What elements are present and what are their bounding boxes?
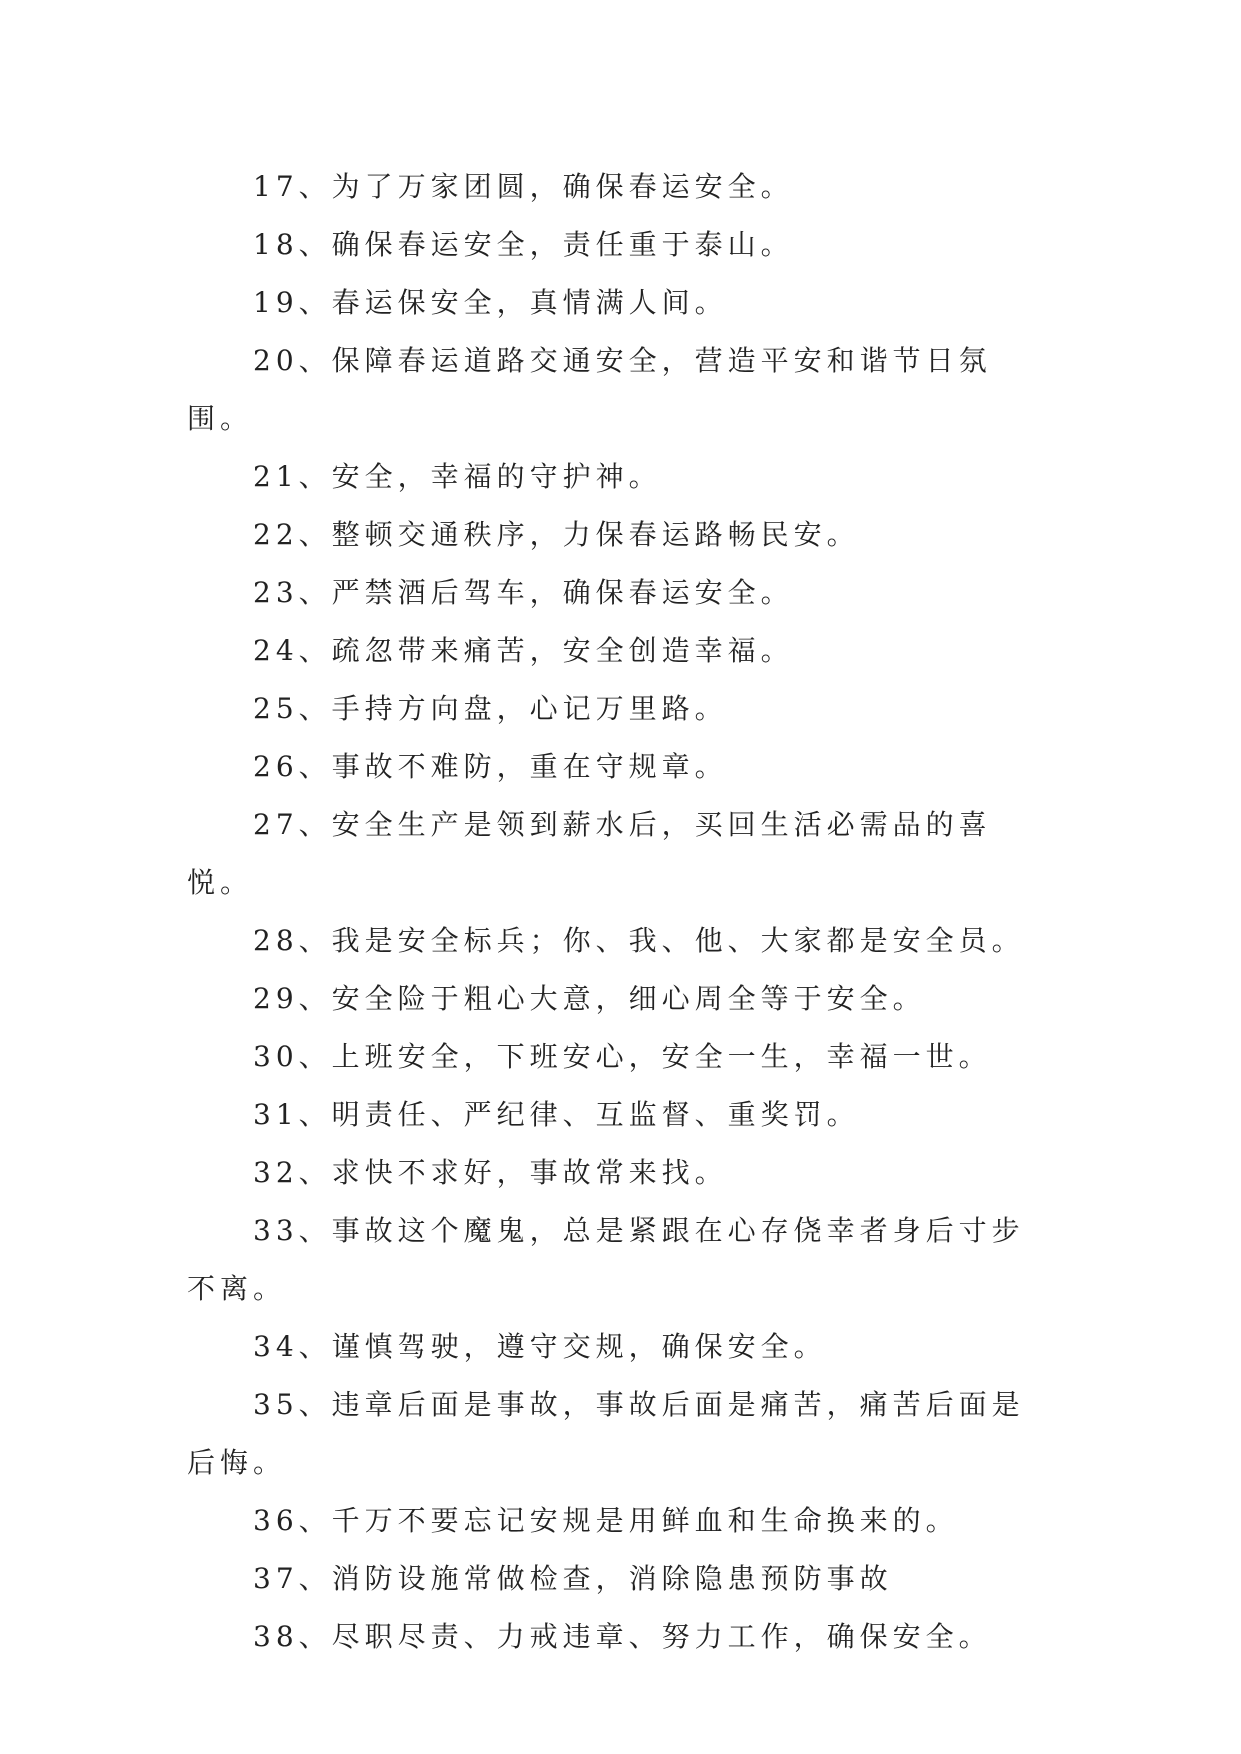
list-item: 36、千万不要忘记安规是用鲜血和生命换来的。 <box>253 1504 959 1537</box>
list-item: 23、严禁酒后驾车，确保春运安全。 <box>253 576 794 609</box>
list-item: 24、疏忽带来痛苦，安全创造幸福。 <box>253 634 794 667</box>
list-item: 31、明责任、严纪律、互监督、重奖罚。 <box>253 1098 860 1131</box>
list-item: 21、安全，幸福的守护神。 <box>253 460 662 493</box>
list-item: 19、春运保安全，真情满人间。 <box>253 286 728 319</box>
list-item: 38、尽职尽责、力戒违章、努力工作，确保安全。 <box>253 1620 992 1653</box>
list-item: 17、为了万家团圆，确保春运安全。 <box>253 170 794 203</box>
list-item: 22、整顿交通秩序，力保春运路畅民安。 <box>253 518 860 551</box>
slogan-list <box>187 158 1055 1666</box>
list-item: 32、求快不求好，事故常来找。 <box>253 1156 728 1189</box>
list-item: 34、谨慎驾驶，遵守交规，确保安全。 <box>253 1330 827 1363</box>
list-item: 33、事故这个魔鬼，总是紧跟在心存侥幸者身后寸步不离。 <box>187 1214 1025 1305</box>
list-item: 35、违章后面是事故，事故后面是痛苦，痛苦后面是后悔。 <box>187 1388 1025 1479</box>
list-item: 29、安全险于粗心大意，细心周全等于安全。 <box>253 982 926 1015</box>
list-item: 28、我是安全标兵；你、我、他、大家都是安全员。 <box>253 924 1025 957</box>
list-item: 30、上班安全，下班安心，安全一生，幸福一世。 <box>253 1040 992 1073</box>
list-item: 26、事故不难防，重在守规章。 <box>253 750 728 783</box>
list-item: 18、确保春运安全，责任重于泰山。 <box>253 228 794 261</box>
list-item: 27、安全生产是领到薪水后，买回生活必需品的喜悦。 <box>187 808 992 899</box>
list-item: 37、消防设施常做检查，消除隐患预防事故 <box>253 1562 893 1595</box>
list-item: 20、保障春运道路交通安全，营造平安和谐节日氛围。 <box>187 344 992 435</box>
list-item: 25、手持方向盘，心记万里路。 <box>253 692 728 725</box>
